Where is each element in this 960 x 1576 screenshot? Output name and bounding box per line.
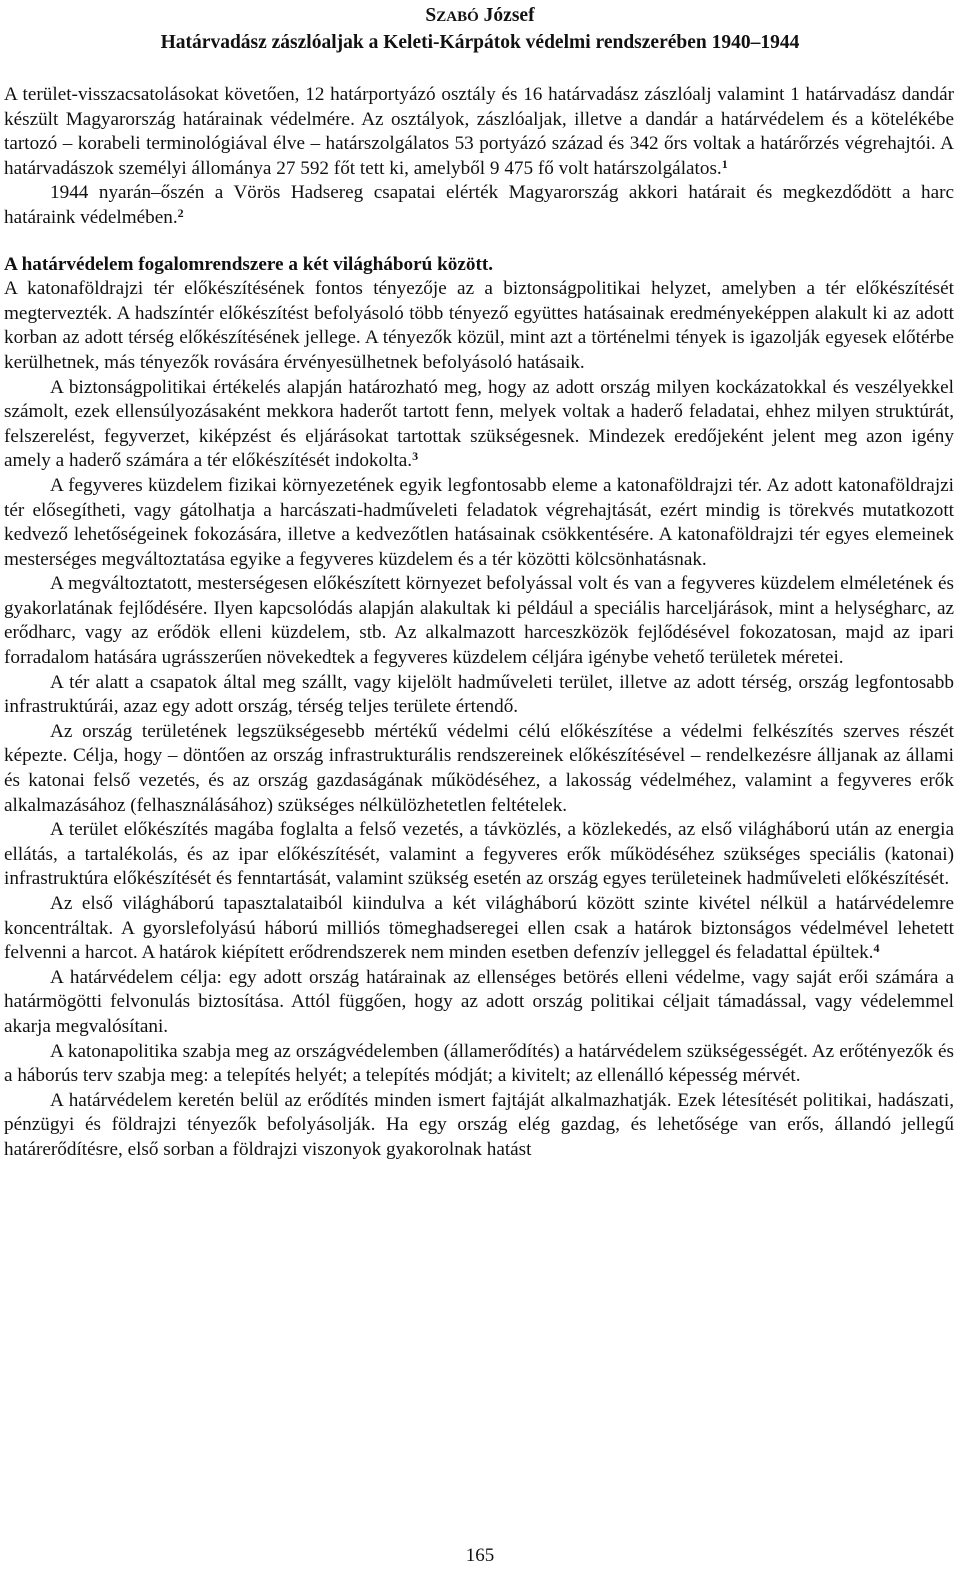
paragraph-text: A terület-visszacsatolásokat követően, 12 határportyázó osztály és 16 határvadász zászlóalj valamint 1 határvadász dandár készült Magyarország határainak védelmére. Az osztályok, zászlóaljak, illetve a dandár a határvédelem és a kötelékébe tartozó – korabeli terminológiával élve – határszolgálatos 53 portyázó század és 342 őrs voltak a határőrzés végrehajtói. A határvadászok személyi állománya 27 592 főt tett ki, amelyből 9 475 fő volt határszolgálatos. [4,84,954,179]
body-paragraph-2 [4,376,954,474]
author-name [0,3,960,30]
article-title: Határvadász zászlóaljak a Keleti-Kárpátok védelmi rendszerében 1940–1944 [160,32,800,53]
body-paragraph-10: A katonapolitika szabja meg az országvédelemben (államerődítés) a határvédelem szükségességét. Az erőtényezők és a háborús terv szabja meg: a telepítés helyét; a telepítés módját; a kivitelt; az ellenálló képesség mérvét. [4,1040,954,1087]
author-given-name: József [478,5,535,26]
body-paragraph-9: A határvédelem célja: egy adott ország határainak az ellenséges betörés elleni védelme, vagy saját erői számára a határmögötti felvonulás biztosítása. Attól függően, hogy az adott ország politikai céljait támadással, vagy védelemmel akarja megvalósítani. [4,966,954,1037]
intro-paragraph-1 [4,83,954,181]
body-paragraph-5: A tér alatt a csapatok által meg szállt, vagy kijelölt hadműveleti terület, illetve az adott térség, ország legfontosabb infrastruktúrái, azaz egy adott ország, térség teljes területe értendő. [4,671,954,718]
footnote-ref-1[interactable]: 1 [721,156,728,171]
body-paragraph-3: A fegyveres küzdelem fizikai környezetének egyik legfontosabb eleme a katonaföldrajzi tér. Az adott katonaföldrajzi tér elősegítheti, vagy gátolhatja a harcászati-hadműveleti feladatok végrehajtását, ezért mindig is törekvés mutatkozott kedvező lehetőségeinek fokozására, illetve a kedvezőtlen hatásainak csökkentésére. A katonaföldrajzi tér egyes elemeinek mesterséges megváltoztatása egyike a fegyveres küzdelem és a tér közötti kölcsönhatásnak. [4,474,954,570]
author-surname-smallcaps: ZABÓ [436,9,479,25]
paragraph-text: Az első világháború tapasztalataiból kiindulva a két világháború között szinte kivétel nélkül a határvédelemre koncentráltak. A gyorslefolyású háború milliós tömeghadseregei ellen csak a határok biztonságos védelmével lehetett felvenni a harcot. A határok kiépített erődrendszerek nem minden esetben defenzív jelleggel és feladattal épültek. [4,893,954,964]
paragraph-text: A biztonságpolitikai értékelés alapján határozható meg, hogy az adott ország milyen kockázatokkal és veszélyekkel számolt, ezek ellensúlyozásaként mekkora haderőt tartott fenn, melyek voltak a haderő feladatai, ehhez milyen struktúrát, felszerelést, fegyverzet, kiképzést és eljárásokat tartottak szükségesnek. Mindezek eredőjeként jelent meg azon igény amely a haderő számára a tér előkészítését indokolta. [4,376,954,472]
intro-paragraph-2 [4,181,954,230]
body-paragraph-7: A terület előkészítés magába foglalta a felső vezetés, a távközlés, a közlekedés, az első világháború után az energia ellátás, a tartalékolás, és az ipar előkészítését, valamint a fegyveres erők működéséhez szükséges speciális (katonai) infrastruktúra előkészítését és fenntartását, valamint szükség esetén az ország egyes területeinek hadműveleti előkészítését. [4,819,954,890]
section-heading: A határvédelem fogalomrendszere a két világháború között. [4,253,494,275]
footnote-ref-2[interactable]: 2 [177,205,184,220]
footnote-ref-4[interactable]: 4 [873,941,880,956]
paragraph-text: 1944 nyarán–őszén a Vörös Hadsereg csapatai elérték Magyarország akkori határait és megkezdődött a harc határaink védelmében. [4,182,954,228]
body-paragraph-6: Az ország területének legszükségesebb mértékű védelmi célú előkészítése a védelmi felkészítés szerves részét képezte. Célja, hogy – döntően az ország infrastrukturális rendszereinek előkészítésével – rendelkezésre álljanak az állami és katonai felső vezetés, és az ország gazdaságának működéséhez, a lakosság védelméhez, valamint a fegyveres erők alkalmazásához (felhasználásához) szükséges nélkülözhetetlen feltételek. [4,720,954,816]
body-paragraph-8 [4,892,954,966]
article-body [4,83,954,1163]
author-initial: S [425,5,437,26]
page-number: 165 [465,1545,495,1566]
body-paragraph-11: A határvédelem keretén belül az erődítés minden ismert fajtáját alkalmazhatják. Ezek létesítését politikai, hadászati, pénzügyi és földrajzi tényezők befolyásolják. Ha egy ország elég gazdag, és lehetősége van erős, állandó jellegű határerődítésre, első sorban a földrajzi viszonyok gyakorolnak hatást [4,1089,954,1160]
body-paragraph-1: A katonaföldrajzi tér előkészítésének fontos tényezője az a biztonságpolitikai helyzet, amelyben a tér előkészítését megtervezték. A hadszíntér előkészítést befolyásoló több tényező együttes hatásainak eredményeképpen alakult ki az adott korban az adott térség előkészítésének jellege. A tényezők közül, mint azt a történelmi tények is igazolják egyesek előtérbe kerülhetnek, más tényezők rovására érvényesülhetnek befolyásoló hatásaik. [4,278,954,373]
body-paragraph-4: A megváltoztatott, mesterségesen előkészített környezet befolyással volt és van a fegyveres küzdelem elméletének és gyakorlatának fejlődésére. Ilyen kapcsolódás alapján alakultak ki például a speciális harceljárások, mint a helységharc, az erődharc, vagy az erődök elleni küzdelem, stb. Az alkalmazott harceszközök fejlődésével fokozatosan, majd az ipari forradalom hatására ugrásszerűen növekedtek a fegyveres küzdelem céljára igénybe vehető területek méretei. [4,573,954,669]
article-header [0,3,960,56]
footnote-ref-3[interactable]: 3 [412,449,419,464]
